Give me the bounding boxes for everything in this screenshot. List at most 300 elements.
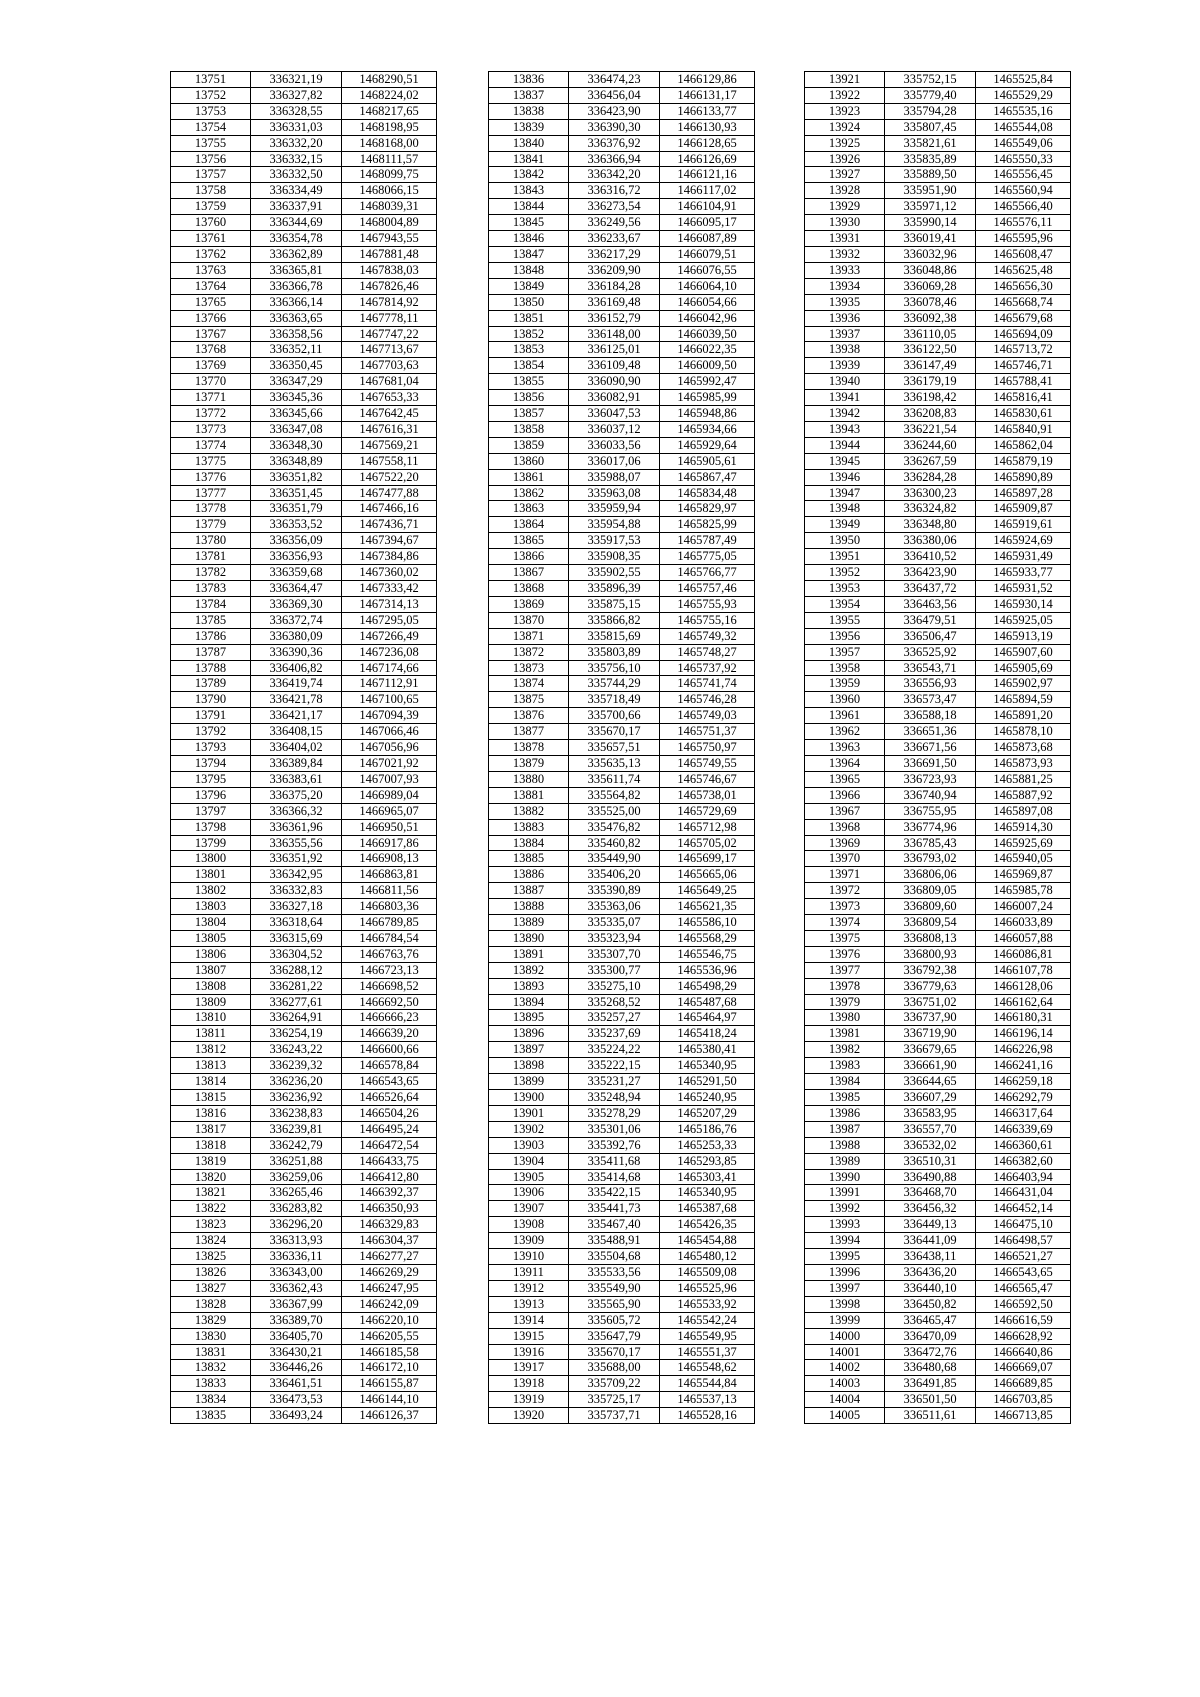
y-coordinate-cell: 1466242,09 bbox=[342, 1296, 437, 1312]
table-row bbox=[805, 135, 1071, 151]
table-row bbox=[805, 406, 1071, 422]
y-coordinate-cell: 1466196,14 bbox=[976, 1026, 1071, 1042]
table-row bbox=[489, 87, 755, 103]
y-coordinate-cell: 1466107,78 bbox=[976, 962, 1071, 978]
table-row bbox=[489, 1137, 755, 1153]
table-row bbox=[171, 72, 437, 88]
point-number-cell: 13879 bbox=[489, 755, 569, 771]
point-number-cell: 13767 bbox=[171, 326, 251, 342]
table-row bbox=[171, 962, 437, 978]
y-coordinate-cell: 1467569,21 bbox=[342, 437, 437, 453]
table-row bbox=[489, 946, 755, 962]
table-row bbox=[489, 406, 755, 422]
point-number-cell: 13846 bbox=[489, 231, 569, 247]
y-coordinate-cell: 1465625,48 bbox=[976, 262, 1071, 278]
point-number-cell: 13794 bbox=[171, 755, 251, 771]
point-number-cell: 13785 bbox=[171, 612, 251, 628]
y-coordinate-cell: 1465755,16 bbox=[660, 612, 755, 628]
point-number-cell: 13886 bbox=[489, 867, 569, 883]
y-coordinate-cell: 1467747,22 bbox=[342, 326, 437, 342]
point-number-cell: 13922 bbox=[805, 87, 885, 103]
x-coordinate-cell: 336342,20 bbox=[569, 167, 660, 183]
table-row bbox=[489, 835, 755, 851]
point-number-cell: 13891 bbox=[489, 946, 569, 962]
y-coordinate-cell: 1467616,31 bbox=[342, 421, 437, 437]
y-coordinate-cell: 1467236,08 bbox=[342, 644, 437, 660]
point-number-cell: 13824 bbox=[171, 1233, 251, 1249]
table-row bbox=[489, 1249, 755, 1265]
y-coordinate-cell: 1468217,65 bbox=[342, 103, 437, 119]
table-row bbox=[171, 1010, 437, 1026]
x-coordinate-cell: 336438,11 bbox=[885, 1249, 976, 1265]
y-coordinate-cell: 1465924,69 bbox=[976, 533, 1071, 549]
x-coordinate-cell: 336644,65 bbox=[885, 1074, 976, 1090]
y-coordinate-cell: 1465934,66 bbox=[660, 421, 755, 437]
x-coordinate-cell: 336348,80 bbox=[885, 517, 976, 533]
x-coordinate-cell: 335990,14 bbox=[885, 215, 976, 231]
point-number-cell: 13912 bbox=[489, 1280, 569, 1296]
point-number-cell: 13989 bbox=[805, 1153, 885, 1169]
x-coordinate-cell: 336792,38 bbox=[885, 962, 976, 978]
y-coordinate-cell: 1466064,10 bbox=[660, 278, 755, 294]
table-row bbox=[805, 851, 1071, 867]
point-number-cell: 13788 bbox=[171, 660, 251, 676]
table-row bbox=[171, 596, 437, 612]
point-number-cell: 13793 bbox=[171, 740, 251, 756]
table-row bbox=[489, 231, 755, 247]
x-coordinate-cell: 336315,69 bbox=[251, 930, 342, 946]
table-row bbox=[171, 469, 437, 485]
x-coordinate-cell: 336331,03 bbox=[251, 119, 342, 135]
y-coordinate-cell: 1465862,04 bbox=[976, 437, 1071, 453]
table-row bbox=[171, 517, 437, 533]
y-coordinate-cell: 1465340,95 bbox=[660, 1058, 755, 1074]
x-coordinate-cell: 336336,11 bbox=[251, 1249, 342, 1265]
y-coordinate-cell: 1467112,91 bbox=[342, 676, 437, 692]
point-number-cell: 14005 bbox=[805, 1408, 885, 1424]
point-number-cell: 13829 bbox=[171, 1312, 251, 1328]
table-row bbox=[805, 167, 1071, 183]
y-coordinate-cell: 1468004,89 bbox=[342, 215, 437, 231]
table-row bbox=[805, 867, 1071, 883]
x-coordinate-cell: 335670,17 bbox=[569, 724, 660, 740]
x-coordinate-cell: 335565,90 bbox=[569, 1296, 660, 1312]
table-row bbox=[489, 1058, 755, 1074]
table-row bbox=[171, 1233, 437, 1249]
table-row bbox=[489, 1344, 755, 1360]
point-number-cell: 13960 bbox=[805, 692, 885, 708]
point-number-cell: 13921 bbox=[805, 72, 885, 88]
point-number-cell: 13985 bbox=[805, 1090, 885, 1106]
y-coordinate-cell: 1465533,92 bbox=[660, 1296, 755, 1312]
x-coordinate-cell: 335449,90 bbox=[569, 851, 660, 867]
point-number-cell: 13964 bbox=[805, 755, 885, 771]
y-coordinate-cell: 1466329,83 bbox=[342, 1217, 437, 1233]
table-row bbox=[805, 1233, 1071, 1249]
table-row bbox=[805, 612, 1071, 628]
table-row bbox=[805, 533, 1071, 549]
y-coordinate-cell: 1466669,07 bbox=[976, 1360, 1071, 1376]
x-coordinate-cell: 336198,42 bbox=[885, 390, 976, 406]
y-coordinate-cell: 1465528,16 bbox=[660, 1408, 755, 1424]
table-row bbox=[171, 390, 437, 406]
x-coordinate-cell: 335611,74 bbox=[569, 771, 660, 787]
table-row bbox=[171, 724, 437, 740]
point-number-cell: 13992 bbox=[805, 1201, 885, 1217]
point-number-cell: 13863 bbox=[489, 501, 569, 517]
table-row bbox=[805, 1408, 1071, 1424]
y-coordinate-cell: 1465766,77 bbox=[660, 565, 755, 581]
point-number-cell: 13953 bbox=[805, 581, 885, 597]
x-coordinate-cell: 336651,36 bbox=[885, 724, 976, 740]
table-row bbox=[171, 183, 437, 199]
point-number-cell: 13884 bbox=[489, 835, 569, 851]
point-number-cell: 13934 bbox=[805, 278, 885, 294]
point-number-cell: 13800 bbox=[171, 851, 251, 867]
table-row bbox=[171, 135, 437, 151]
y-coordinate-cell: 1467778,11 bbox=[342, 310, 437, 326]
table-row bbox=[171, 1249, 437, 1265]
x-coordinate-cell: 335889,50 bbox=[885, 167, 976, 183]
table-row bbox=[805, 771, 1071, 787]
table-row bbox=[489, 692, 755, 708]
y-coordinate-cell: 1467814,92 bbox=[342, 294, 437, 310]
x-coordinate-cell: 336345,66 bbox=[251, 406, 342, 422]
y-coordinate-cell: 1466220,10 bbox=[342, 1312, 437, 1328]
y-coordinate-cell: 1465929,64 bbox=[660, 437, 755, 453]
x-coordinate-cell: 335248,94 bbox=[569, 1090, 660, 1106]
x-coordinate-cell: 335815,69 bbox=[569, 628, 660, 644]
y-coordinate-cell: 1466433,75 bbox=[342, 1153, 437, 1169]
table-row bbox=[805, 1153, 1071, 1169]
x-coordinate-cell: 336032,96 bbox=[885, 246, 976, 262]
y-coordinate-cell: 1467314,13 bbox=[342, 596, 437, 612]
table-row bbox=[489, 1233, 755, 1249]
y-coordinate-cell: 1465940,05 bbox=[976, 851, 1071, 867]
point-number-cell: 13775 bbox=[171, 453, 251, 469]
x-coordinate-cell: 336356,09 bbox=[251, 533, 342, 549]
table-row bbox=[171, 501, 437, 517]
y-coordinate-cell: 1465829,97 bbox=[660, 501, 755, 517]
point-number-cell: 13815 bbox=[171, 1090, 251, 1106]
point-number-cell: 13907 bbox=[489, 1201, 569, 1217]
x-coordinate-cell: 336779,63 bbox=[885, 978, 976, 994]
point-number-cell: 13771 bbox=[171, 390, 251, 406]
table-row bbox=[805, 1280, 1071, 1296]
x-coordinate-cell: 336242,79 bbox=[251, 1137, 342, 1153]
point-number-cell: 13920 bbox=[489, 1408, 569, 1424]
table-row bbox=[805, 803, 1071, 819]
point-number-cell: 13823 bbox=[171, 1217, 251, 1233]
x-coordinate-cell: 336300,23 bbox=[885, 485, 976, 501]
point-number-cell: 13962 bbox=[805, 724, 885, 740]
x-coordinate-cell: 336809,54 bbox=[885, 915, 976, 931]
y-coordinate-cell: 1466205,55 bbox=[342, 1328, 437, 1344]
y-coordinate-cell: 1465737,92 bbox=[660, 660, 755, 676]
table-row bbox=[805, 326, 1071, 342]
x-coordinate-cell: 336808,13 bbox=[885, 930, 976, 946]
point-number-cell: 13858 bbox=[489, 421, 569, 437]
point-number-cell: 13979 bbox=[805, 994, 885, 1010]
x-coordinate-cell: 335752,15 bbox=[885, 72, 976, 88]
point-number-cell: 13933 bbox=[805, 262, 885, 278]
x-coordinate-cell: 335224,22 bbox=[569, 1042, 660, 1058]
point-number-cell: 13957 bbox=[805, 644, 885, 660]
y-coordinate-cell: 1467653,33 bbox=[342, 390, 437, 406]
y-coordinate-cell: 1467681,04 bbox=[342, 374, 437, 390]
y-coordinate-cell: 1466360,61 bbox=[976, 1137, 1071, 1153]
point-number-cell: 13913 bbox=[489, 1296, 569, 1312]
table-row bbox=[171, 1153, 437, 1169]
table-row bbox=[171, 151, 437, 167]
y-coordinate-cell: 1465930,14 bbox=[976, 596, 1071, 612]
x-coordinate-cell: 336125,01 bbox=[569, 342, 660, 358]
table-row bbox=[171, 278, 437, 294]
point-number-cell: 13876 bbox=[489, 708, 569, 724]
point-number-cell: 13976 bbox=[805, 946, 885, 962]
y-coordinate-cell: 1465380,41 bbox=[660, 1042, 755, 1058]
table-row bbox=[489, 994, 755, 1010]
x-coordinate-cell: 336148,00 bbox=[569, 326, 660, 342]
y-coordinate-cell: 1466180,31 bbox=[976, 1010, 1071, 1026]
table-row bbox=[171, 915, 437, 931]
x-coordinate-cell: 336470,09 bbox=[885, 1328, 976, 1344]
y-coordinate-cell: 1465536,96 bbox=[660, 962, 755, 978]
table-row bbox=[805, 930, 1071, 946]
y-coordinate-cell: 1466950,51 bbox=[342, 819, 437, 835]
x-coordinate-cell: 336347,08 bbox=[251, 421, 342, 437]
x-coordinate-cell: 336236,92 bbox=[251, 1090, 342, 1106]
point-number-cell: 13919 bbox=[489, 1392, 569, 1408]
x-coordinate-cell: 336147,49 bbox=[885, 358, 976, 374]
table-row bbox=[171, 1344, 437, 1360]
y-coordinate-cell: 1465595,96 bbox=[976, 231, 1071, 247]
point-number-cell: 13808 bbox=[171, 978, 251, 994]
table-row bbox=[171, 87, 437, 103]
point-number-cell: 13936 bbox=[805, 310, 885, 326]
point-number-cell: 13786 bbox=[171, 628, 251, 644]
y-coordinate-cell: 1466917,86 bbox=[342, 835, 437, 851]
y-coordinate-cell: 1467881,48 bbox=[342, 246, 437, 262]
point-number-cell: 13944 bbox=[805, 437, 885, 453]
y-coordinate-cell: 1466292,79 bbox=[976, 1090, 1071, 1106]
x-coordinate-cell: 336332,20 bbox=[251, 135, 342, 151]
x-coordinate-cell: 336369,30 bbox=[251, 596, 342, 612]
table-row bbox=[171, 803, 437, 819]
table-row bbox=[489, 246, 755, 262]
y-coordinate-cell: 1467477,88 bbox=[342, 485, 437, 501]
table-row bbox=[489, 517, 755, 533]
x-coordinate-cell: 335963,08 bbox=[569, 485, 660, 501]
x-coordinate-cell: 335564,82 bbox=[569, 787, 660, 803]
table-row bbox=[805, 390, 1071, 406]
y-coordinate-cell: 1465748,27 bbox=[660, 644, 755, 660]
point-number-cell: 13888 bbox=[489, 899, 569, 915]
point-number-cell: 13796 bbox=[171, 787, 251, 803]
x-coordinate-cell: 336208,83 bbox=[885, 406, 976, 422]
x-coordinate-cell: 335222,15 bbox=[569, 1058, 660, 1074]
y-coordinate-cell: 1466162,64 bbox=[976, 994, 1071, 1010]
table-row bbox=[489, 326, 755, 342]
table-row bbox=[489, 819, 755, 835]
x-coordinate-cell: 336691,50 bbox=[885, 755, 976, 771]
table-row bbox=[805, 1169, 1071, 1185]
point-number-cell: 13926 bbox=[805, 151, 885, 167]
x-coordinate-cell: 336408,15 bbox=[251, 724, 342, 740]
x-coordinate-cell: 336389,70 bbox=[251, 1312, 342, 1328]
y-coordinate-cell: 1468224,02 bbox=[342, 87, 437, 103]
x-coordinate-cell: 335525,00 bbox=[569, 803, 660, 819]
table-row bbox=[171, 819, 437, 835]
table-row bbox=[805, 199, 1071, 215]
point-number-cell: 13855 bbox=[489, 374, 569, 390]
point-number-cell: 13873 bbox=[489, 660, 569, 676]
y-coordinate-cell: 1466126,37 bbox=[342, 1408, 437, 1424]
point-number-cell: 13761 bbox=[171, 231, 251, 247]
point-number-cell: 13941 bbox=[805, 390, 885, 406]
y-coordinate-cell: 1465665,06 bbox=[660, 867, 755, 883]
x-coordinate-cell: 336366,78 bbox=[251, 278, 342, 294]
y-coordinate-cell: 1466498,57 bbox=[976, 1233, 1071, 1249]
x-coordinate-cell: 335307,70 bbox=[569, 946, 660, 962]
point-number-cell: 14003 bbox=[805, 1376, 885, 1392]
y-coordinate-cell: 1466543,65 bbox=[342, 1074, 437, 1090]
table-row bbox=[805, 596, 1071, 612]
y-coordinate-cell: 1466666,23 bbox=[342, 1010, 437, 1026]
table-row bbox=[489, 899, 755, 915]
point-number-cell: 13975 bbox=[805, 930, 885, 946]
coordinate-table-left bbox=[170, 71, 437, 1424]
point-number-cell: 13970 bbox=[805, 851, 885, 867]
x-coordinate-cell: 336468,70 bbox=[885, 1185, 976, 1201]
point-number-cell: 13860 bbox=[489, 453, 569, 469]
x-coordinate-cell: 336480,68 bbox=[885, 1360, 976, 1376]
x-coordinate-cell: 336316,72 bbox=[569, 183, 660, 199]
x-coordinate-cell: 336806,06 bbox=[885, 867, 976, 883]
point-number-cell: 13958 bbox=[805, 660, 885, 676]
table-row bbox=[489, 978, 755, 994]
table-row bbox=[489, 1201, 755, 1217]
y-coordinate-cell: 1468168,00 bbox=[342, 135, 437, 151]
point-number-cell: 13814 bbox=[171, 1074, 251, 1090]
x-coordinate-cell: 336809,05 bbox=[885, 883, 976, 899]
y-coordinate-cell: 1467066,46 bbox=[342, 724, 437, 740]
y-coordinate-cell: 1465699,17 bbox=[660, 851, 755, 867]
point-number-cell: 13991 bbox=[805, 1185, 885, 1201]
y-coordinate-cell: 1465694,09 bbox=[976, 326, 1071, 342]
table-row bbox=[489, 1392, 755, 1408]
y-coordinate-cell: 1466803,36 bbox=[342, 899, 437, 915]
y-coordinate-cell: 1466033,89 bbox=[976, 915, 1071, 931]
y-coordinate-cell: 1466039,50 bbox=[660, 326, 755, 342]
x-coordinate-cell: 335275,10 bbox=[569, 978, 660, 994]
point-number-cell: 13983 bbox=[805, 1058, 885, 1074]
point-number-cell: 13872 bbox=[489, 644, 569, 660]
y-coordinate-cell: 1465933,77 bbox=[976, 565, 1071, 581]
x-coordinate-cell: 336321,19 bbox=[251, 72, 342, 88]
table-row bbox=[171, 421, 437, 437]
table-row bbox=[171, 1296, 437, 1312]
x-coordinate-cell: 335363,06 bbox=[569, 899, 660, 915]
x-coordinate-cell: 336019,41 bbox=[885, 231, 976, 247]
x-coordinate-cell: 335875,15 bbox=[569, 596, 660, 612]
y-coordinate-cell: 1465426,35 bbox=[660, 1217, 755, 1233]
x-coordinate-cell: 336479,51 bbox=[885, 612, 976, 628]
x-coordinate-cell: 336332,15 bbox=[251, 151, 342, 167]
y-coordinate-cell: 1466412,80 bbox=[342, 1169, 437, 1185]
y-coordinate-cell: 1465621,35 bbox=[660, 899, 755, 915]
table-row bbox=[489, 437, 755, 453]
y-coordinate-cell: 1466087,89 bbox=[660, 231, 755, 247]
table-row bbox=[171, 740, 437, 756]
point-number-cell: 14000 bbox=[805, 1328, 885, 1344]
table-row bbox=[805, 1328, 1071, 1344]
table-row bbox=[805, 978, 1071, 994]
y-coordinate-cell: 1465560,94 bbox=[976, 183, 1071, 199]
point-number-cell: 13875 bbox=[489, 692, 569, 708]
x-coordinate-cell: 336421,17 bbox=[251, 708, 342, 724]
point-number-cell: 13993 bbox=[805, 1217, 885, 1233]
x-coordinate-cell: 336351,82 bbox=[251, 469, 342, 485]
y-coordinate-cell: 1466269,29 bbox=[342, 1264, 437, 1280]
y-coordinate-cell: 1465608,47 bbox=[976, 246, 1071, 262]
table-row bbox=[171, 310, 437, 326]
table-row bbox=[805, 1121, 1071, 1137]
x-coordinate-cell: 336506,47 bbox=[885, 628, 976, 644]
y-coordinate-cell: 1465925,69 bbox=[976, 835, 1071, 851]
table-row bbox=[805, 1249, 1071, 1265]
y-coordinate-cell: 1465387,68 bbox=[660, 1201, 755, 1217]
point-number-cell: 13857 bbox=[489, 406, 569, 422]
point-number-cell: 13984 bbox=[805, 1074, 885, 1090]
x-coordinate-cell: 336078,46 bbox=[885, 294, 976, 310]
x-coordinate-cell: 336372,74 bbox=[251, 612, 342, 628]
table-row bbox=[805, 644, 1071, 660]
y-coordinate-cell: 1466226,98 bbox=[976, 1042, 1071, 1058]
x-coordinate-cell: 336383,61 bbox=[251, 771, 342, 787]
x-coordinate-cell: 336362,89 bbox=[251, 246, 342, 262]
x-coordinate-cell: 335821,61 bbox=[885, 135, 976, 151]
table-row bbox=[489, 278, 755, 294]
x-coordinate-cell: 336366,32 bbox=[251, 803, 342, 819]
point-number-cell: 13762 bbox=[171, 246, 251, 262]
point-number-cell: 13877 bbox=[489, 724, 569, 740]
x-coordinate-cell: 335988,07 bbox=[569, 469, 660, 485]
y-coordinate-cell: 1467360,02 bbox=[342, 565, 437, 581]
table-row bbox=[171, 1392, 437, 1408]
table-row bbox=[171, 246, 437, 262]
table-row bbox=[805, 755, 1071, 771]
point-number-cell: 13973 bbox=[805, 899, 885, 915]
point-number-cell: 13804 bbox=[171, 915, 251, 931]
y-coordinate-cell: 1465291,50 bbox=[660, 1074, 755, 1090]
y-coordinate-cell: 1465550,33 bbox=[976, 151, 1071, 167]
y-coordinate-cell: 1465738,01 bbox=[660, 787, 755, 803]
table-row bbox=[805, 1058, 1071, 1074]
x-coordinate-cell: 335794,28 bbox=[885, 103, 976, 119]
x-coordinate-cell: 336557,70 bbox=[885, 1121, 976, 1137]
x-coordinate-cell: 336243,22 bbox=[251, 1042, 342, 1058]
y-coordinate-cell: 1467943,55 bbox=[342, 231, 437, 247]
x-coordinate-cell: 335335,07 bbox=[569, 915, 660, 931]
x-coordinate-cell: 336244,60 bbox=[885, 437, 976, 453]
x-coordinate-cell: 336419,74 bbox=[251, 676, 342, 692]
point-number-cell: 13980 bbox=[805, 1010, 885, 1026]
point-number-cell: 13836 bbox=[489, 72, 569, 88]
x-coordinate-cell: 336510,31 bbox=[885, 1153, 976, 1169]
point-number-cell: 13791 bbox=[171, 708, 251, 724]
x-coordinate-cell: 336017,06 bbox=[569, 453, 660, 469]
